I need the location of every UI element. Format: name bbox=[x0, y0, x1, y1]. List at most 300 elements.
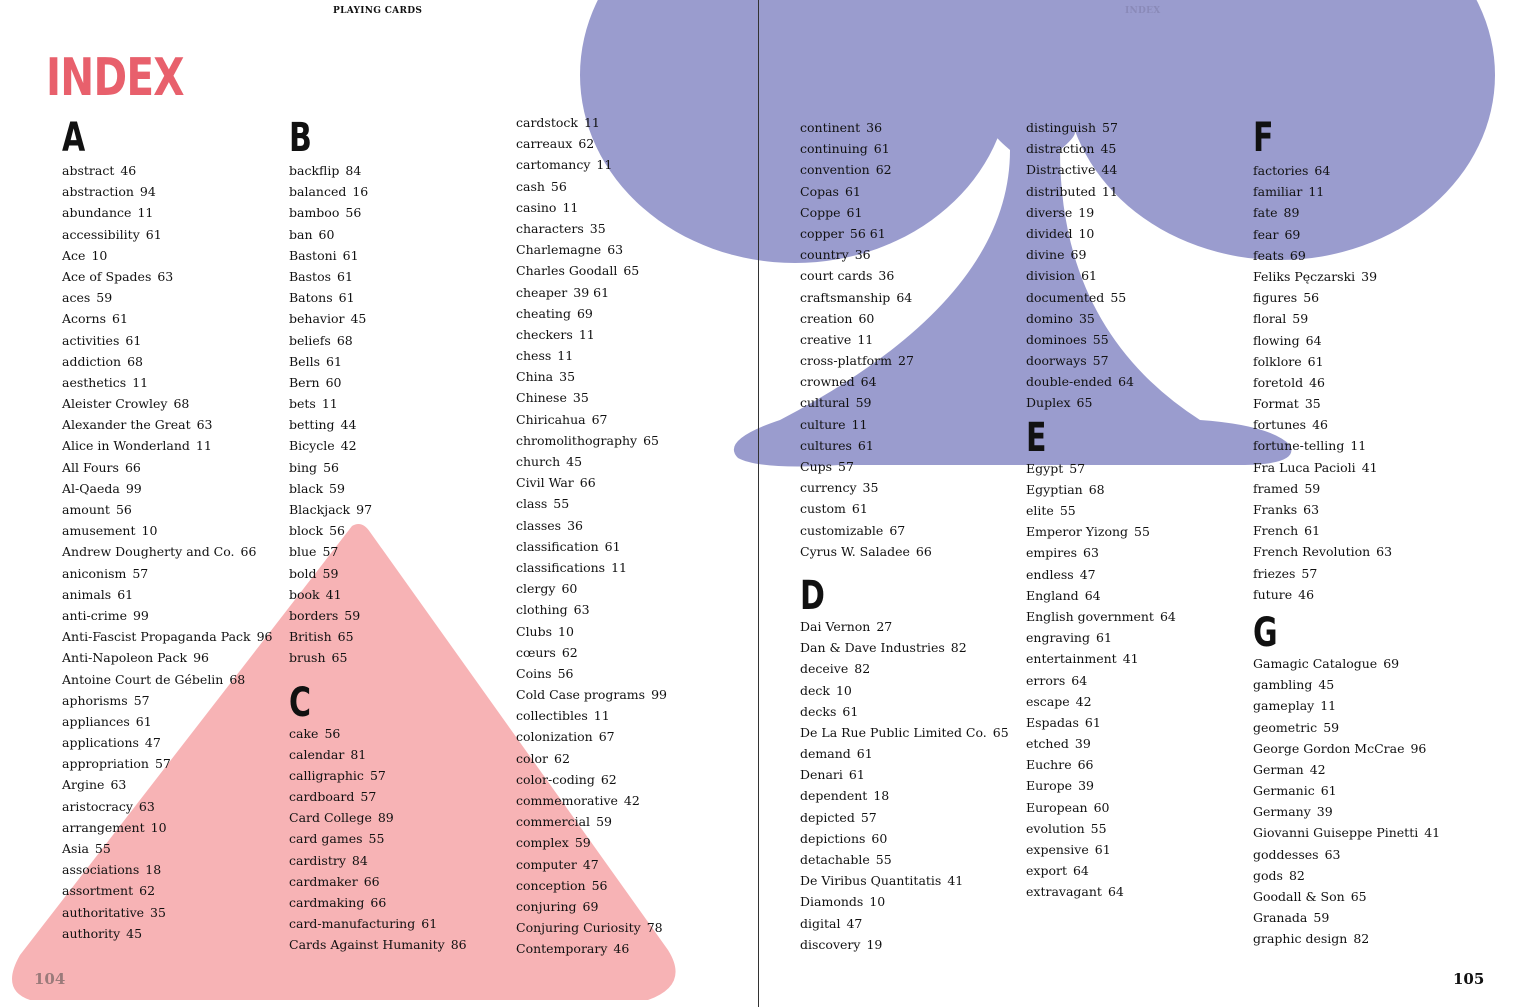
entry-page-numbers: 35 bbox=[1304, 396, 1321, 412]
entry-page-numbers: 61 bbox=[851, 501, 868, 517]
entry-term: complex bbox=[516, 835, 569, 851]
index-entry bbox=[289, 266, 514, 287]
entry-term: extravagant bbox=[1026, 884, 1102, 900]
index-entry bbox=[800, 807, 1025, 828]
index-entry bbox=[516, 324, 741, 345]
entry-term: cross-platform bbox=[800, 353, 893, 369]
index-entry bbox=[1026, 371, 1251, 392]
index-entry bbox=[800, 329, 1025, 350]
entry-term: cultures bbox=[800, 437, 852, 453]
entry-page-numbers: 57 bbox=[1069, 460, 1086, 476]
entry-page-numbers: 64 bbox=[860, 374, 877, 390]
entry-term: abstraction bbox=[62, 184, 134, 200]
index-entry bbox=[1026, 223, 1251, 244]
entry-page-numbers: 56 bbox=[345, 205, 362, 221]
entry-term: black bbox=[289, 480, 324, 496]
entry-term: classification bbox=[516, 538, 599, 554]
entry-term: detachable bbox=[800, 852, 870, 867]
section-letter-b: B bbox=[289, 115, 312, 161]
index-entry bbox=[62, 880, 287, 901]
index-entry bbox=[516, 875, 741, 896]
index-entry bbox=[1026, 564, 1251, 585]
index-entry bbox=[62, 181, 287, 202]
index-entry bbox=[1026, 287, 1251, 308]
entry-page-numbers: 35 bbox=[862, 480, 879, 496]
entry-page-numbers: 63 bbox=[1376, 544, 1393, 560]
entry-page-numbers: 61 bbox=[1084, 714, 1101, 730]
index-entry bbox=[516, 154, 741, 175]
index-column-c-continued bbox=[516, 112, 741, 960]
index-entry bbox=[800, 414, 1025, 435]
entry-term: Civil War bbox=[516, 475, 574, 491]
index-entry bbox=[1026, 500, 1251, 521]
entry-term: dominoes bbox=[1026, 331, 1087, 347]
index-entry bbox=[62, 541, 287, 562]
entry-term: anti-crime bbox=[62, 607, 127, 623]
entry-page-numbers: 11 bbox=[857, 331, 874, 347]
index-entry bbox=[1026, 670, 1251, 691]
entry-page-numbers: 60 bbox=[1093, 799, 1110, 815]
entry-term: Contemporary bbox=[516, 941, 608, 957]
entry-term: depicted bbox=[800, 809, 855, 825]
entry-page-numbers: 60 bbox=[318, 226, 335, 242]
index-entry bbox=[1026, 818, 1251, 839]
entry-term: applications bbox=[62, 735, 139, 751]
index-entry bbox=[289, 871, 514, 892]
entry-term: diverse bbox=[1026, 204, 1073, 220]
entry-page-numbers: 61 bbox=[112, 311, 128, 327]
entry-page-numbers: 64 bbox=[1118, 374, 1134, 390]
entry-page-numbers: 39 bbox=[1074, 736, 1091, 752]
index-entry bbox=[62, 923, 287, 944]
index-entry bbox=[516, 642, 741, 663]
entry-page-numbers: 67 bbox=[889, 522, 906, 538]
entry-page-numbers: 45 bbox=[350, 311, 367, 327]
index-entry bbox=[289, 414, 514, 435]
entry-page-numbers: 35 bbox=[572, 390, 589, 406]
entry-page-numbers: 61 bbox=[873, 141, 890, 157]
entry-page-numbers: 99 bbox=[132, 607, 149, 623]
entry-page-numbers: 66 bbox=[1077, 757, 1094, 773]
entry-page-numbers: 44 bbox=[1101, 162, 1118, 178]
entry-term: continent bbox=[800, 120, 861, 135]
entry-term: Fra Luca Pacioli bbox=[1253, 459, 1356, 475]
entry-term: arrangement bbox=[62, 819, 145, 835]
entry-term: engraving bbox=[1026, 630, 1090, 646]
entry-page-numbers: 68 bbox=[1088, 481, 1105, 497]
entry-page-numbers: 59 bbox=[329, 480, 345, 496]
entry-page-numbers: 61 bbox=[342, 247, 359, 263]
entry-term: aristocracy bbox=[62, 798, 133, 814]
entry-list-a bbox=[62, 160, 287, 944]
index-entry bbox=[1253, 245, 1478, 266]
entry-page-numbers: 64 bbox=[1072, 863, 1089, 879]
entry-term: crowned bbox=[800, 374, 855, 390]
entry-page-numbers: 11 bbox=[132, 374, 149, 390]
index-entry bbox=[62, 817, 287, 838]
entry-page-numbers: 11 bbox=[596, 157, 613, 173]
index-entry bbox=[800, 350, 1025, 371]
index-entry bbox=[62, 647, 287, 668]
index-entry bbox=[62, 202, 287, 223]
index-entry bbox=[800, 202, 1025, 223]
index-entry bbox=[62, 160, 287, 181]
entry-page-numbers: 57 bbox=[322, 544, 339, 560]
index-entry bbox=[289, 850, 514, 871]
entry-page-numbers: 57 bbox=[133, 692, 150, 708]
entry-term: cardmaking bbox=[289, 895, 365, 910]
index-entry bbox=[516, 917, 741, 938]
entry-term: divine bbox=[1026, 247, 1065, 263]
entry-term: animals bbox=[62, 586, 112, 602]
entry-term: cardboard bbox=[289, 789, 355, 805]
entry-page-numbers: 69 bbox=[582, 898, 599, 914]
entry-page-numbers: 61 bbox=[857, 437, 874, 453]
entry-term: computer bbox=[516, 856, 577, 872]
index-entry bbox=[289, 160, 514, 181]
index-entry bbox=[516, 938, 741, 959]
entry-page-numbers: 18 bbox=[873, 788, 890, 804]
entry-page-numbers: 69 bbox=[1070, 247, 1087, 263]
entry-page-numbers: 46 bbox=[1312, 417, 1328, 433]
entry-term: craftsmanship bbox=[800, 289, 891, 305]
entry-page-numbers: 61 bbox=[604, 538, 621, 554]
entry-page-numbers: 64 bbox=[1107, 884, 1124, 900]
index-entry bbox=[1253, 224, 1478, 245]
entry-term: cheaper bbox=[516, 284, 568, 300]
index-entry bbox=[1253, 266, 1478, 287]
index-entry bbox=[800, 308, 1025, 329]
entry-page-numbers: 47 bbox=[582, 856, 599, 872]
entry-term: Alice in Wonderland bbox=[62, 438, 190, 454]
index-entry bbox=[1026, 648, 1251, 669]
entry-term: Franks bbox=[1253, 502, 1298, 517]
entry-term: China bbox=[516, 369, 554, 385]
entry-page-numbers: 56 bbox=[323, 459, 339, 475]
index-entry bbox=[516, 705, 741, 726]
entry-term: aniconism bbox=[62, 565, 127, 581]
entry-page-numbers: 56 61 bbox=[849, 225, 886, 241]
entry-term: Giovanni Guiseppe Pinetti bbox=[1253, 825, 1419, 841]
entry-term: discovery bbox=[800, 936, 861, 952]
entry-page-numbers: 99 bbox=[125, 480, 142, 496]
entry-page-numbers: 61 bbox=[135, 713, 152, 729]
entry-page-numbers: 55 bbox=[1134, 524, 1150, 540]
index-entry bbox=[1026, 138, 1251, 159]
index-entry bbox=[1026, 860, 1251, 881]
entry-term: aphorisms bbox=[62, 692, 128, 708]
entry-page-numbers: 35 bbox=[559, 369, 576, 385]
entry-page-numbers: 11 bbox=[578, 326, 595, 342]
index-entry bbox=[516, 557, 741, 578]
index-entry bbox=[62, 372, 287, 393]
entry-term: domino bbox=[1026, 310, 1073, 326]
entry-page-numbers: 56 bbox=[550, 178, 567, 194]
index-entry bbox=[1253, 414, 1478, 435]
index-entry bbox=[62, 605, 287, 626]
index-entry bbox=[1026, 627, 1251, 648]
index-entry bbox=[289, 913, 514, 934]
entry-page-numbers: 61 bbox=[1304, 523, 1321, 539]
entry-term: bets bbox=[289, 396, 316, 412]
index-entry bbox=[1026, 797, 1251, 818]
index-entry bbox=[1026, 117, 1251, 138]
entry-page-numbers: 62 bbox=[561, 644, 578, 660]
entry-page-numbers: 56 bbox=[324, 725, 341, 741]
entry-page-numbers: 36 bbox=[854, 247, 871, 263]
entry-term: dependent bbox=[800, 788, 868, 804]
entry-term: Format bbox=[1253, 396, 1299, 412]
entry-term: deceive bbox=[800, 661, 849, 677]
entry-page-numbers: 67 bbox=[591, 411, 608, 427]
index-entry bbox=[1253, 181, 1478, 202]
entry-page-numbers: 44 bbox=[340, 417, 357, 433]
index-entry bbox=[1026, 202, 1251, 223]
entry-page-numbers: 68 bbox=[229, 671, 246, 687]
index-entry bbox=[1026, 265, 1251, 286]
entry-page-numbers: 60 bbox=[325, 374, 342, 390]
entry-page-numbers: 55 bbox=[1110, 289, 1127, 305]
index-entry bbox=[516, 176, 741, 197]
entry-term: empires bbox=[1026, 545, 1078, 561]
index-entry bbox=[62, 351, 287, 372]
entry-term: Goodall & Son bbox=[1253, 889, 1345, 904]
entry-term: balanced bbox=[289, 184, 347, 200]
entry-term: friezes bbox=[1253, 565, 1296, 581]
index-entry bbox=[62, 414, 287, 435]
entry-page-numbers: 59 bbox=[1292, 311, 1309, 327]
entry-page-numbers: 60 bbox=[858, 310, 875, 326]
entry-page-numbers: 56 bbox=[591, 877, 608, 893]
entry-term: appliances bbox=[62, 713, 130, 729]
entry-page-numbers: 63 bbox=[196, 417, 213, 433]
entry-page-numbers: 35 bbox=[589, 220, 606, 236]
entry-page-numbers: 63 bbox=[1324, 846, 1341, 862]
entry-list-c-continued bbox=[516, 112, 741, 960]
entry-page-numbers: 61 bbox=[842, 703, 859, 719]
entry-list-b bbox=[289, 160, 514, 669]
entry-page-numbers: 59 bbox=[855, 395, 872, 411]
index-entry bbox=[516, 811, 741, 832]
index-entry bbox=[800, 785, 1025, 806]
entry-page-numbers: 55 bbox=[368, 831, 385, 847]
entry-page-numbers: 66 bbox=[915, 543, 932, 559]
entry-page-numbers: 46 bbox=[1298, 586, 1315, 602]
entry-list-e bbox=[1026, 458, 1251, 903]
index-entry bbox=[800, 891, 1025, 912]
index-entry bbox=[62, 245, 287, 266]
entry-page-numbers: 57 bbox=[132, 565, 149, 581]
entry-page-numbers: 96 bbox=[1410, 740, 1427, 756]
entry-page-numbers: 56 bbox=[557, 665, 574, 681]
entry-term: Bastoni bbox=[289, 247, 337, 263]
entry-term: activities bbox=[62, 332, 120, 348]
entry-term: escape bbox=[1026, 693, 1070, 709]
entry-term: decks bbox=[800, 703, 837, 719]
entry-term: bing bbox=[289, 459, 318, 475]
entry-page-numbers: 65 bbox=[1076, 395, 1093, 411]
index-entry bbox=[1026, 458, 1251, 479]
index-entry bbox=[1253, 457, 1478, 478]
section-letter-d: D bbox=[800, 572, 825, 619]
entry-term: Bern bbox=[289, 374, 320, 390]
entry-list-f bbox=[1253, 160, 1478, 605]
entry-term: Andrew Dougherty and Co. bbox=[62, 544, 235, 560]
entry-term: folklore bbox=[1253, 353, 1302, 369]
entry-page-numbers: 60 bbox=[871, 830, 888, 846]
index-entry bbox=[800, 680, 1025, 701]
entry-term: German bbox=[1253, 761, 1304, 777]
index-entry bbox=[62, 520, 287, 541]
entry-term: digital bbox=[800, 915, 841, 931]
index-entry bbox=[1026, 881, 1251, 902]
index-entry bbox=[516, 218, 741, 239]
entry-page-numbers: 69 bbox=[1383, 655, 1400, 671]
entry-term: feats bbox=[1253, 247, 1284, 263]
entry-term: Dai Vernon bbox=[800, 618, 871, 634]
index-entry bbox=[516, 578, 741, 599]
index-entry bbox=[62, 584, 287, 605]
entry-page-numbers: 81 bbox=[350, 746, 367, 762]
entry-page-numbers: 46 bbox=[1309, 374, 1325, 390]
entry-page-numbers: 84 bbox=[351, 852, 368, 868]
entry-page-numbers: 41 bbox=[947, 873, 964, 889]
index-entry bbox=[289, 807, 514, 828]
entry-list-c-continued-right bbox=[800, 117, 1025, 562]
entry-page-numbers: 57 bbox=[1102, 120, 1118, 135]
entry-page-numbers: 11 bbox=[1350, 438, 1367, 454]
entry-page-numbers: 65 bbox=[1350, 889, 1367, 904]
index-entry bbox=[516, 748, 741, 769]
page-title: INDEX bbox=[46, 48, 184, 108]
entry-page-numbers: 55 bbox=[1092, 331, 1109, 347]
entry-term: characters bbox=[516, 220, 584, 236]
entry-term: gameplay bbox=[1253, 698, 1315, 714]
entry-page-numbers: 57 bbox=[860, 809, 877, 825]
index-entry bbox=[1026, 733, 1251, 754]
entry-term: color-coding bbox=[516, 771, 595, 787]
entry-page-numbers: 65 bbox=[331, 650, 348, 666]
entry-term: Granada bbox=[1253, 910, 1308, 926]
index-entry bbox=[1026, 691, 1251, 712]
index-entry bbox=[289, 287, 514, 308]
entry-page-numbers: 10 bbox=[150, 819, 167, 835]
entry-term: amount bbox=[62, 502, 110, 517]
index-entry bbox=[516, 472, 741, 493]
index-entry bbox=[1026, 181, 1251, 202]
entry-page-numbers: 78 bbox=[646, 920, 663, 936]
entry-page-numbers: 69 bbox=[1284, 226, 1301, 242]
entry-page-numbers: 60 bbox=[561, 581, 578, 597]
entry-page-numbers: 59 bbox=[574, 835, 591, 851]
entry-term: clothing bbox=[516, 602, 568, 618]
entry-page-numbers: 11 bbox=[1320, 698, 1337, 714]
index-entry bbox=[1253, 653, 1478, 674]
entry-term: Antoine Court de Gébelin bbox=[62, 671, 224, 687]
entry-page-numbers: 64 bbox=[1305, 332, 1322, 348]
entry-term: Copas bbox=[800, 183, 839, 199]
entry-list-c bbox=[289, 723, 514, 956]
entry-page-numbers: 65 bbox=[623, 263, 640, 279]
entry-term: De Viribus Quantitatis bbox=[800, 873, 942, 889]
index-entry bbox=[800, 541, 1025, 562]
index-entry bbox=[516, 684, 741, 705]
index-entry bbox=[800, 828, 1025, 849]
index-entry bbox=[800, 658, 1025, 679]
entry-term: French Revolution bbox=[1253, 544, 1371, 560]
entry-term: errors bbox=[1026, 672, 1066, 688]
entry-term: deck bbox=[800, 682, 830, 698]
entry-term: color bbox=[516, 750, 549, 766]
index-entry bbox=[1253, 520, 1478, 541]
entry-page-numbers: 35 bbox=[1078, 310, 1095, 326]
entry-term: collectibles bbox=[516, 708, 588, 724]
index-column-d-e bbox=[1026, 117, 1251, 903]
index-entry bbox=[62, 902, 287, 923]
entry-term: carreaux bbox=[516, 136, 573, 152]
entry-term: Anti-Fascist Propaganda Pack bbox=[62, 629, 251, 645]
index-entry bbox=[1253, 351, 1478, 372]
index-entry bbox=[62, 838, 287, 859]
entry-page-numbers: 61 bbox=[145, 226, 162, 242]
entry-page-numbers: 61 bbox=[338, 290, 355, 306]
entry-term: future bbox=[1253, 586, 1293, 602]
index-entry bbox=[289, 520, 514, 541]
index-entry bbox=[1253, 584, 1478, 605]
index-entry bbox=[516, 409, 741, 430]
entry-term: cardmaker bbox=[289, 873, 358, 889]
entry-term: etched bbox=[1026, 736, 1069, 752]
index-entry bbox=[289, 330, 514, 351]
index-entry bbox=[1026, 521, 1251, 542]
entry-page-numbers: 66 bbox=[579, 475, 596, 491]
index-entry bbox=[800, 181, 1025, 202]
entry-page-numbers: 65 bbox=[992, 724, 1009, 740]
entry-page-numbers: 11 bbox=[593, 708, 610, 724]
entry-term: factories bbox=[1253, 163, 1309, 178]
entry-list-d bbox=[800, 616, 1025, 955]
entry-term: Blackjack bbox=[289, 502, 351, 517]
entry-term: creative bbox=[800, 331, 852, 347]
index-entry bbox=[62, 859, 287, 880]
entry-page-numbers: 67 bbox=[598, 729, 615, 745]
entry-term: book bbox=[289, 586, 320, 602]
entry-page-numbers: 39 bbox=[1361, 268, 1378, 284]
entry-page-numbers: 82 bbox=[950, 640, 967, 656]
index-entry bbox=[289, 765, 514, 786]
index-entry bbox=[1253, 822, 1478, 843]
entry-page-numbers: 59 bbox=[596, 814, 612, 830]
entry-term: Acorns bbox=[62, 311, 106, 327]
entry-page-numbers: 62 bbox=[139, 883, 156, 899]
entry-term: creation bbox=[800, 310, 853, 326]
page-number-left: 104 bbox=[34, 970, 66, 988]
entry-term: convention bbox=[800, 162, 870, 178]
entry-term: assortment bbox=[62, 883, 134, 899]
entry-term: conception bbox=[516, 877, 586, 893]
entry-term: All Fours bbox=[62, 459, 119, 475]
index-entry bbox=[800, 722, 1025, 743]
index-entry bbox=[516, 536, 741, 557]
index-entry bbox=[1253, 478, 1478, 499]
index-entry bbox=[62, 457, 287, 478]
index-entry bbox=[800, 435, 1025, 456]
entry-term: Diamonds bbox=[800, 894, 864, 910]
entry-page-numbers: 57 bbox=[369, 767, 386, 783]
entry-term: fear bbox=[1253, 226, 1279, 242]
index-entry bbox=[1026, 542, 1251, 563]
index-entry bbox=[800, 371, 1025, 392]
